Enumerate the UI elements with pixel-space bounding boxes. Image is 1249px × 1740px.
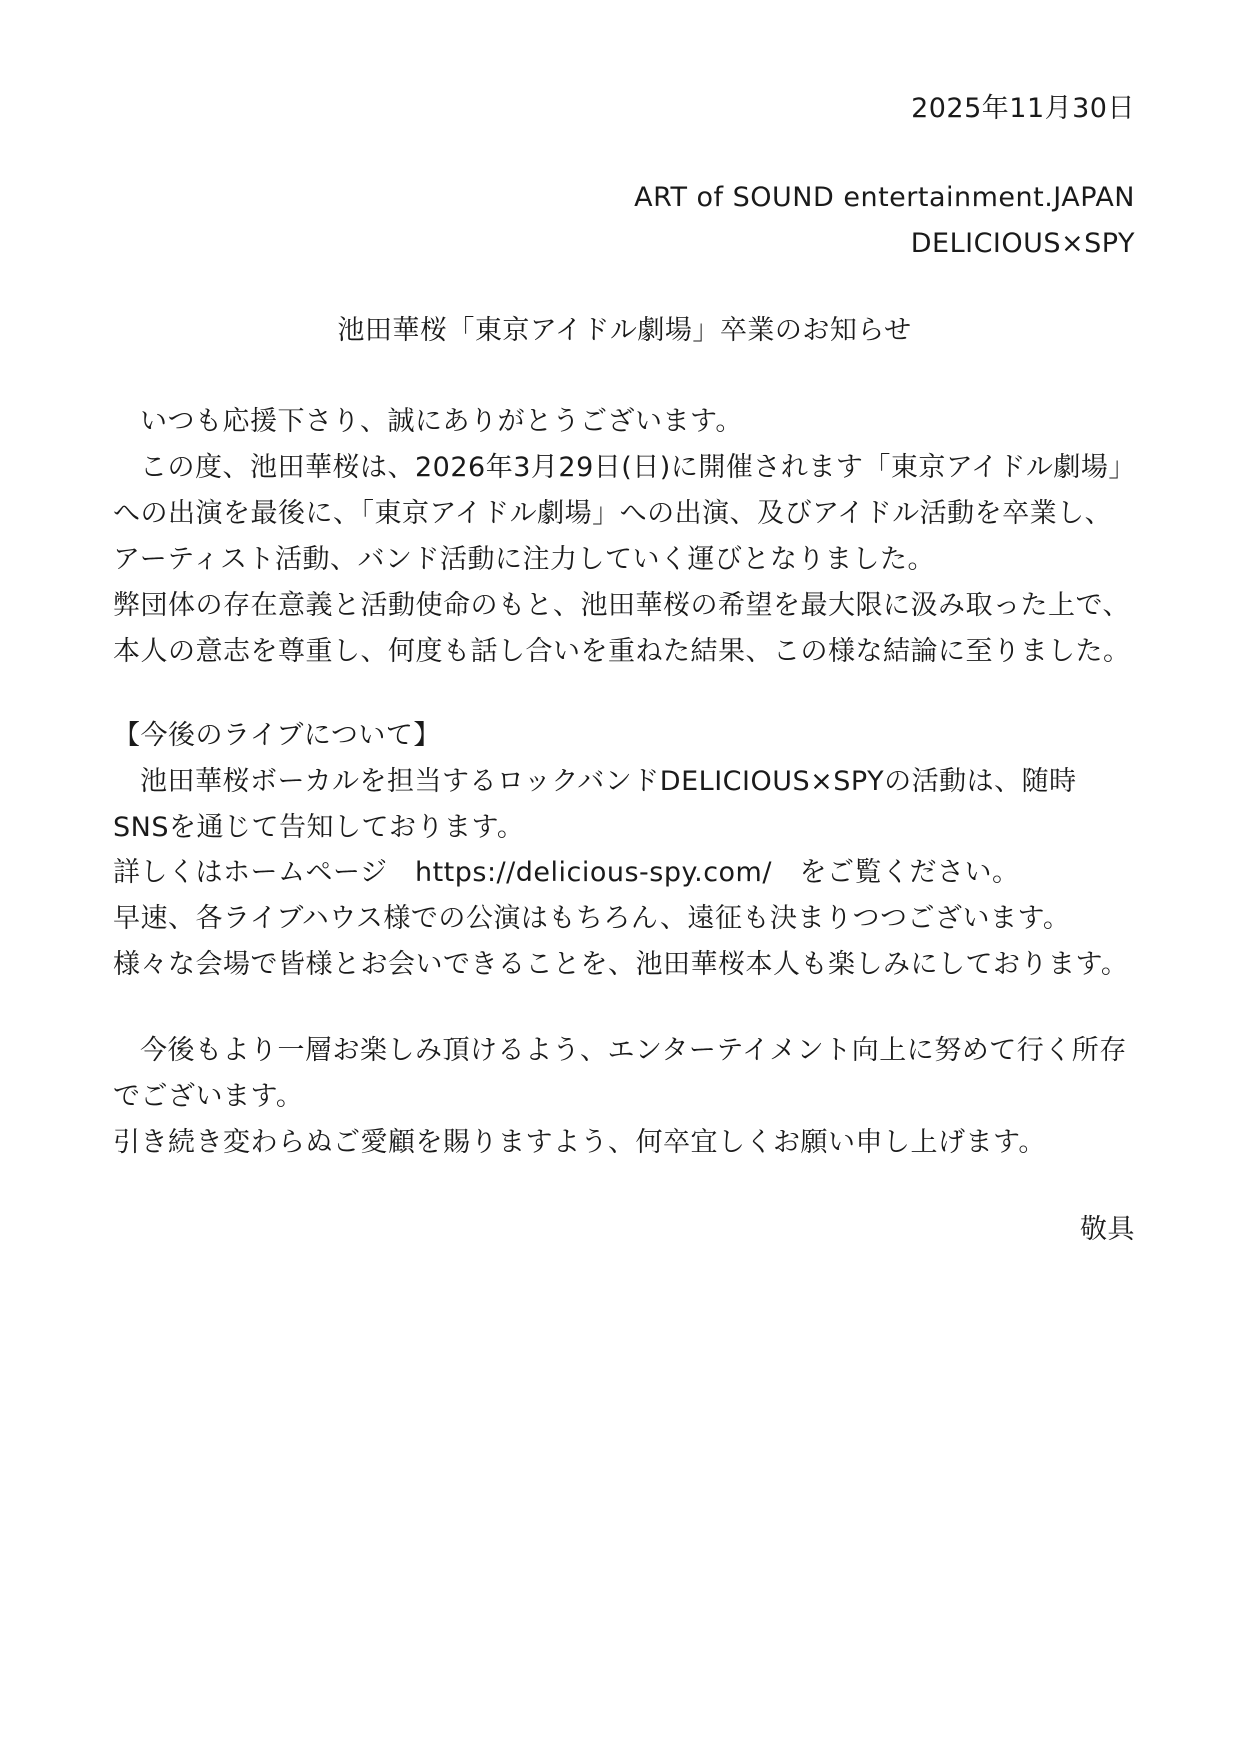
live-section-line-3: 詳しくはホームページ https://delicious-spy.com/ をご覧ください。 bbox=[113, 857, 1020, 888]
body-paragraph-2-line-1: この度、池田華桜は、2026年3月29日(日)に開催されます「東京アイドル劇場」 bbox=[140, 452, 1136, 483]
sign-off: 敬具 bbox=[1080, 1214, 1135, 1245]
closing-line-1: 今後もより一層お楽しみ頂けるよう、エンターテイメント向上に努めて行く所存 bbox=[140, 1035, 1127, 1066]
body-paragraph-2-line-2: への出演を最後に、「東京アイドル劇場」への出演、及びアイドル活動を卒業し、 bbox=[113, 498, 1113, 529]
live-section-heading: 【今後のライブについて】 bbox=[113, 720, 441, 751]
closing-line-3: 引き続き変わらぬご愛顧を賜りますよう、何卒宜しくお願い申し上げます。 bbox=[113, 1127, 1046, 1158]
issuer-company: ART of SOUND entertainment.JAPAN bbox=[634, 182, 1135, 213]
live-section-line-4: 早速、各ライブハウス様での公演はもちろん、遠征も決まりつつございます。 bbox=[113, 903, 1071, 934]
body-paragraph-1: いつも応援下さり、誠にありがとうございます。 bbox=[140, 406, 743, 437]
body-paragraph-3-line-2: 本人の意志を尊重し、何度も話し合いを重ねた結果、この様な結論に至りました。 bbox=[113, 636, 1131, 667]
live-section-line-5: 様々な会場で皆様とお会いできることを、池田華桜本人も楽しみにしております。 bbox=[113, 949, 1129, 980]
issuer-band: DELICIOUS×SPY bbox=[910, 228, 1135, 259]
date: 2025年11月30日 bbox=[911, 93, 1135, 124]
live-section-line-1: 池田華桜ボーカルを担当するロックバンドDELICIOUS×SPYの活動は、随時 bbox=[140, 766, 1077, 797]
body-paragraph-3-line-1: 弊団体の存在意義と活動使命のもと、池田華桜の希望を最大限に汲み取った上で、 bbox=[113, 590, 1130, 621]
closing-line-2: でございます。 bbox=[113, 1081, 304, 1112]
live-section-line-2: SNSを通じて告知しております。 bbox=[113, 812, 525, 843]
body-paragraph-2-line-3: アーティスト活動、バンド活動に注力していく運びとなりました。 bbox=[113, 544, 936, 575]
document-title: 池田華桜「東京アイドル劇場」卒業のお知らせ bbox=[337, 315, 912, 346]
